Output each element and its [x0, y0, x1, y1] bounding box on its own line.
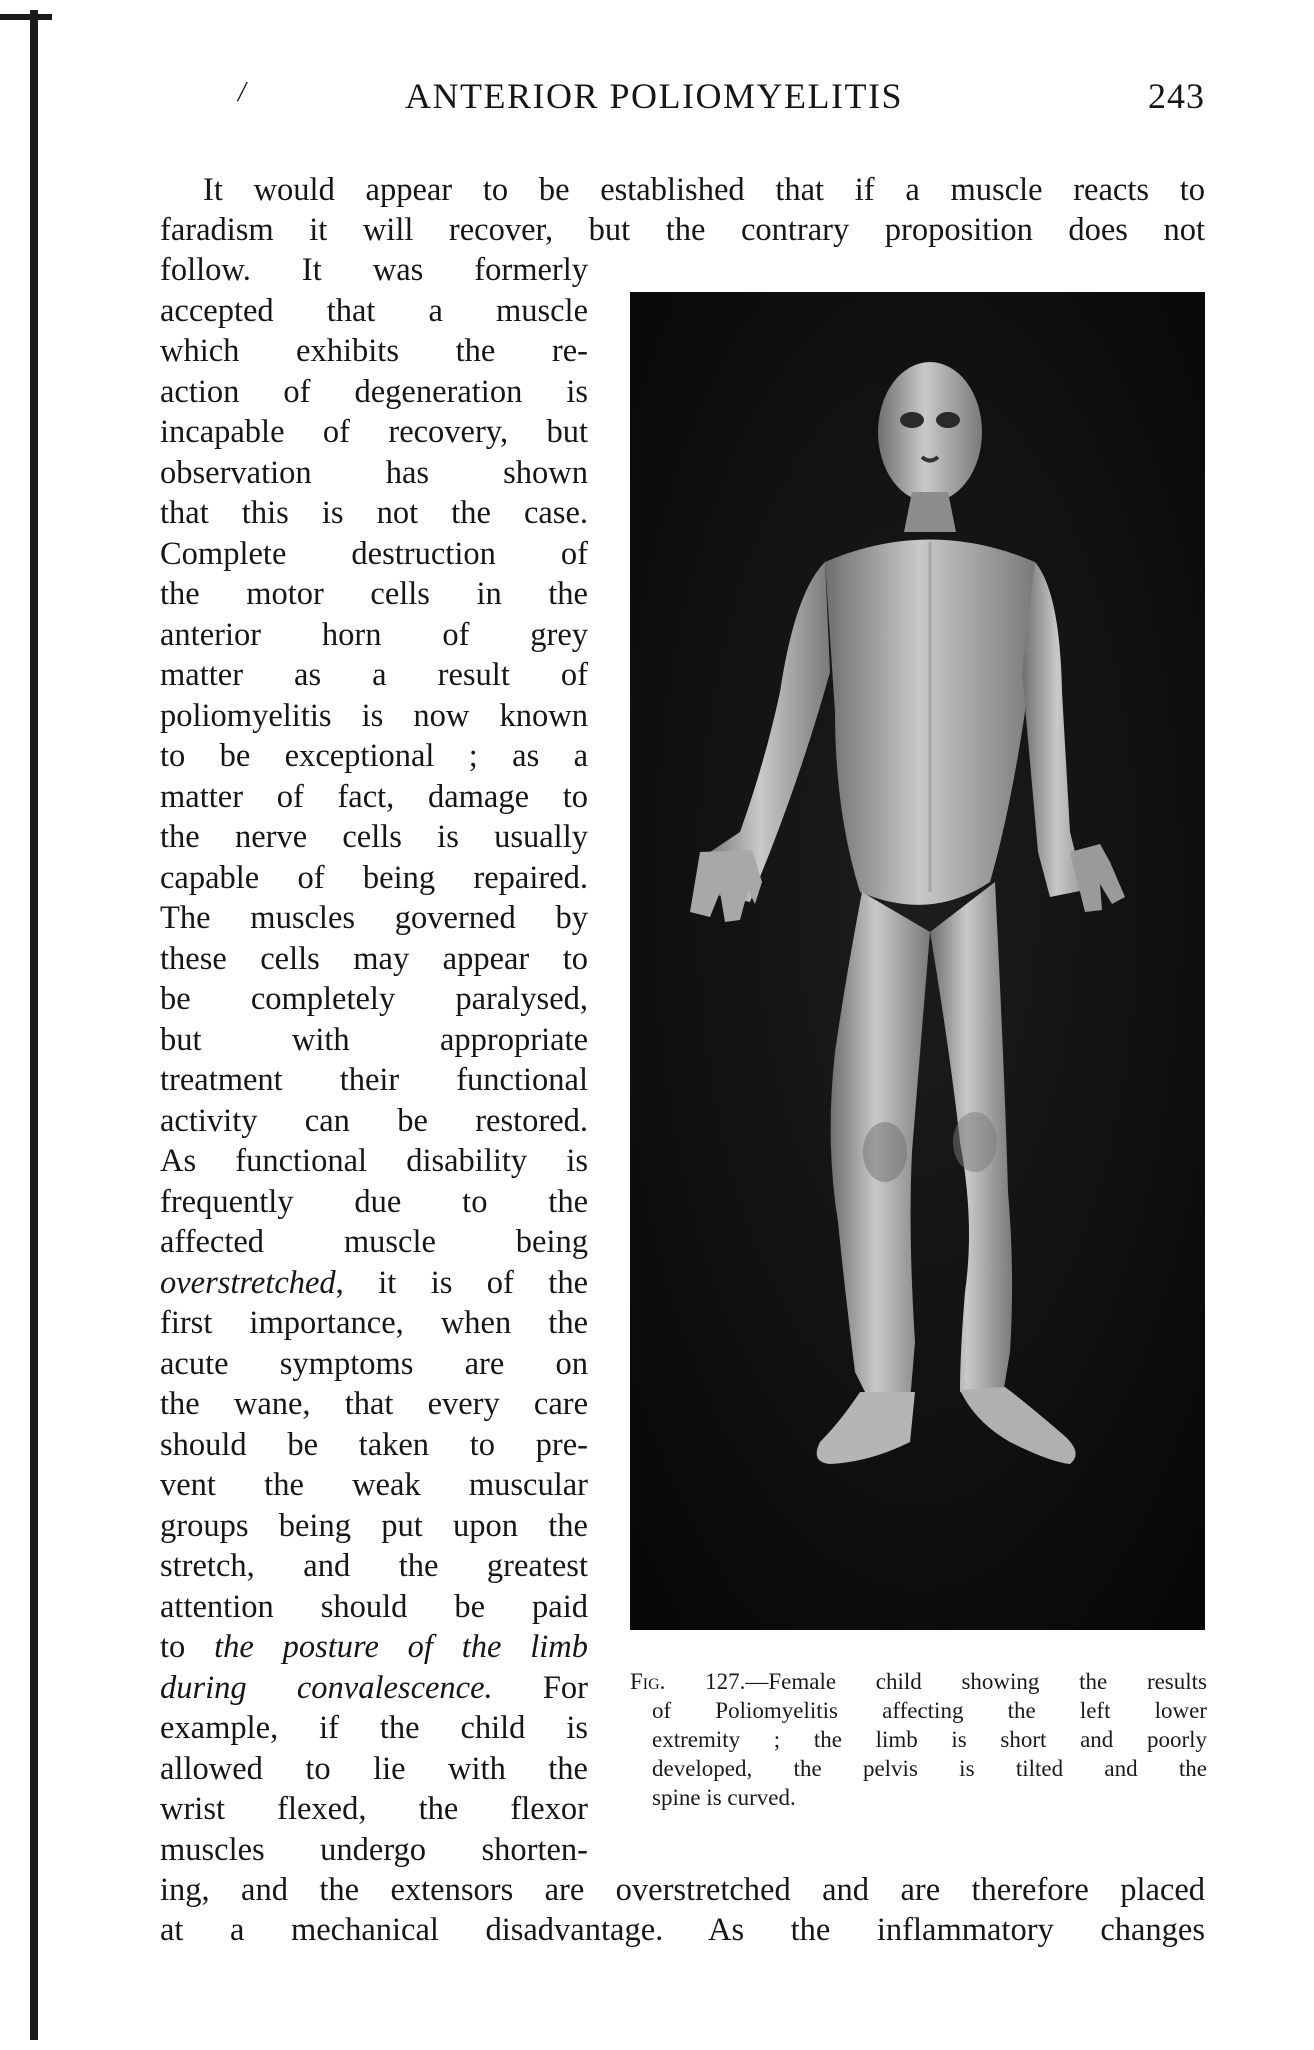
body-line: treatment their functional: [160, 1062, 588, 1098]
body-line: to the posture of the limb: [160, 1629, 589, 1665]
body-line: at a mechanical disadvantage. As the inflammatory changes: [160, 1912, 1205, 1948]
body-line: be completely paralysed,: [160, 981, 588, 1017]
figure-photograph: [630, 292, 1205, 1630]
body-line: observation has shown: [160, 454, 588, 491]
caption-line: developed, the pelvis is tilted and the: [652, 1756, 1207, 1781]
body-line: As functional disability is: [160, 1143, 588, 1179]
body-line: anterior horn of grey: [160, 616, 588, 653]
body-line: ing, and the extensors are overstretched and are therefore placed: [160, 1872, 1205, 1908]
body-line: frequently due to the: [160, 1183, 588, 1220]
binding-edge: [30, 10, 38, 2040]
body-line: vent the weak muscular: [160, 1467, 588, 1503]
body-line: the wane, that every care: [160, 1386, 588, 1422]
body-line: stretch, and the greatest: [160, 1548, 588, 1584]
caption-line: of Poliomyelitis affecting the left lower: [652, 1698, 1207, 1723]
emphasis: the posture of the limb: [214, 1629, 589, 1665]
body-line: faradism it will recover, but the contrary proposition does not: [160, 212, 1205, 248]
body-line: Complete destruction of: [160, 535, 588, 572]
body-line: groups being put upon the: [160, 1507, 588, 1544]
body-line: poliomyelitis is now known: [160, 697, 588, 734]
body-line: the nerve cells is usually: [160, 819, 588, 855]
figure-caption: [630, 1667, 1207, 1812]
emphasis: during convalescence.: [160, 1669, 493, 1706]
body-line: capable of being repaired.: [160, 859, 588, 896]
emphasis: overstretched: [160, 1264, 336, 1301]
body-line: should be taken to pre-: [160, 1426, 588, 1463]
body-line: attention should be paid: [160, 1588, 588, 1625]
page-number: 243: [1148, 76, 1205, 116]
body-line: but with appropriate: [160, 1021, 588, 1058]
body-line: action of degeneration is: [160, 373, 588, 410]
body-line: to be exceptional ; as a: [160, 738, 588, 774]
binding-edge-tick: [0, 14, 52, 20]
body-line: wrist flexed, the flexor: [160, 1791, 588, 1827]
body-line: overstretched, it is of the: [160, 1264, 588, 1301]
body-line: the motor cells in the: [160, 576, 588, 612]
body-line: matter of fact, damage to: [160, 778, 588, 815]
running-header: [160, 75, 1205, 125]
body-line: allowed to lie with the: [160, 1750, 588, 1787]
caption-line: extremity ; the limb is short and poorly: [652, 1727, 1207, 1752]
figure-head: [878, 362, 982, 502]
body-line: these cells may appear to: [160, 940, 588, 977]
running-title: ANTERIOR POLIOMYELITIS: [405, 76, 903, 116]
body-line: which exhibits the re-: [160, 333, 588, 369]
body-line: affected muscle being: [160, 1224, 588, 1260]
body-line: accepted that a muscle: [160, 292, 588, 329]
body-line: It would appear to be established that if a muscle reacts to: [203, 172, 1205, 208]
body-line: first importance, when the: [160, 1305, 588, 1341]
body-line: during convalescence. For: [160, 1669, 588, 1706]
figure-label: Fig. 127.: [630, 1669, 746, 1694]
body-line: activity can be restored.: [160, 1102, 588, 1139]
figure-photograph-drawing: [630, 292, 1205, 1630]
body-line: muscles undergo shorten-: [160, 1831, 588, 1868]
caption-line: Fig. 127.—Female child showing the results: [630, 1669, 1207, 1694]
body-line: that this is not the case.: [160, 495, 588, 531]
body-line: acute symptoms are on: [160, 1345, 588, 1382]
body-line: The muscles governed by: [160, 900, 588, 936]
caption-line: spine is curved.: [652, 1785, 796, 1810]
body-line: follow. It was formerly: [160, 252, 588, 288]
body-line: matter as a result of: [160, 657, 588, 693]
body-line: example, if the child is: [160, 1710, 588, 1746]
margin-mark: /: [238, 77, 246, 108]
body-line: incapable of recovery, but: [160, 414, 588, 450]
